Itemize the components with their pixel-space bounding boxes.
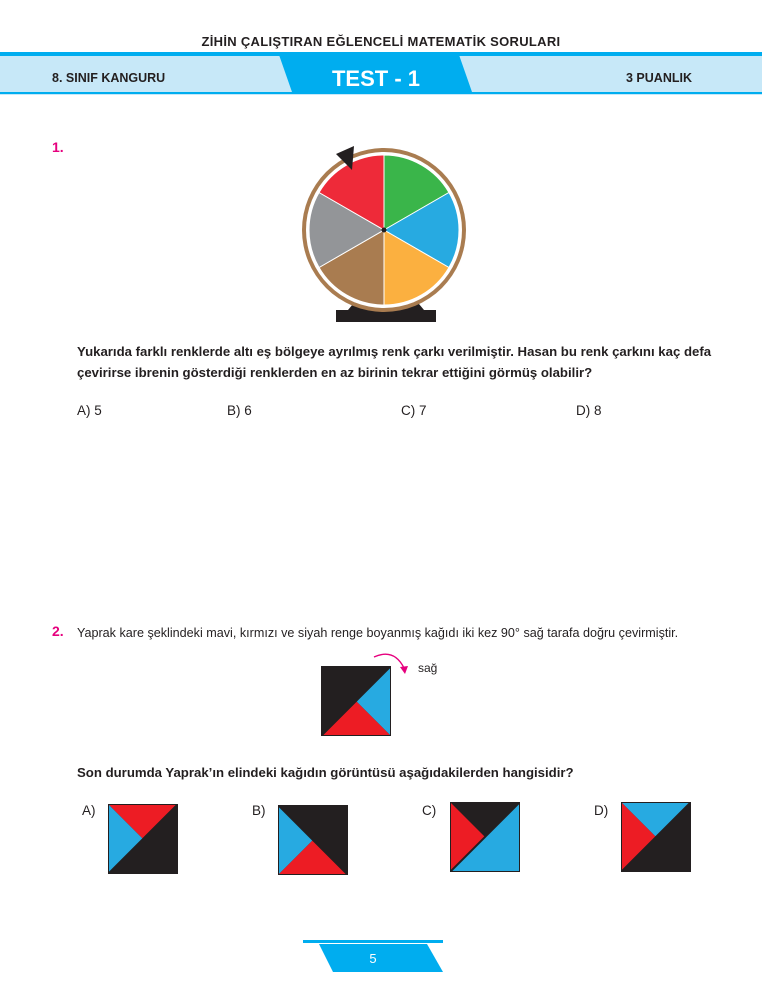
- rotation-direction-label: sağ: [418, 661, 438, 675]
- test-title: TEST - 1: [331, 66, 420, 91]
- question-1-option-a[interactable]: A) 5: [77, 403, 102, 418]
- question-2-option-b-label[interactable]: B): [252, 803, 266, 818]
- wheel-center: [382, 228, 387, 233]
- question-1-number: 1.: [52, 139, 64, 155]
- question-1-option-d[interactable]: D) 8: [576, 403, 602, 418]
- question-2-option-c-label[interactable]: C): [422, 803, 437, 818]
- page-number: 5: [369, 951, 377, 966]
- question-1-text: Yukarıda farklı renklerde altı eş bölgeye ayrılmış renk çarkı verilmiştir. Hasan bu renk çarkını kaç defa çevirirse ibrenin gösterdiği renklerden en az birinin tekrar ettiğini görmüş olabilir?: [77, 344, 712, 380]
- question-2-option-b-square[interactable]: [278, 805, 348, 875]
- rotate-right-arrow-icon: [370, 650, 410, 678]
- question-2-text: Yaprak kare şeklindeki mavi, kırmızı ve siyah renge boyanmış kağıdı iki kez 90° sağ tarafa doğru çevirmiştir.: [77, 626, 679, 640]
- question-2-option-d-label[interactable]: D): [594, 803, 609, 818]
- points-label: 3 PUANLIK: [626, 71, 692, 85]
- question-1-option-c[interactable]: C) 7: [401, 403, 427, 418]
- question-2-number: 2.: [52, 623, 64, 639]
- question-2-prompt: Son durumda Yaprak’ın elindeki kağıdın görüntüsü aşağıdakilerden hangisidir?: [77, 765, 574, 780]
- question-2-option-d-square[interactable]: [621, 802, 691, 872]
- grade-label: 8. SINIF KANGURU: [52, 71, 166, 85]
- question-2-option-a-label[interactable]: A): [82, 803, 96, 818]
- question-1-option-b[interactable]: B) 6: [227, 403, 252, 418]
- question-2-option-a-square[interactable]: [108, 804, 178, 874]
- series-title: ZİHİN ÇALIŞTIRAN EĞLENCELİ MATEMATİK SORULARI: [201, 34, 561, 49]
- question-2-option-c-square[interactable]: [450, 802, 520, 872]
- color-wheel-figure: [296, 140, 476, 324]
